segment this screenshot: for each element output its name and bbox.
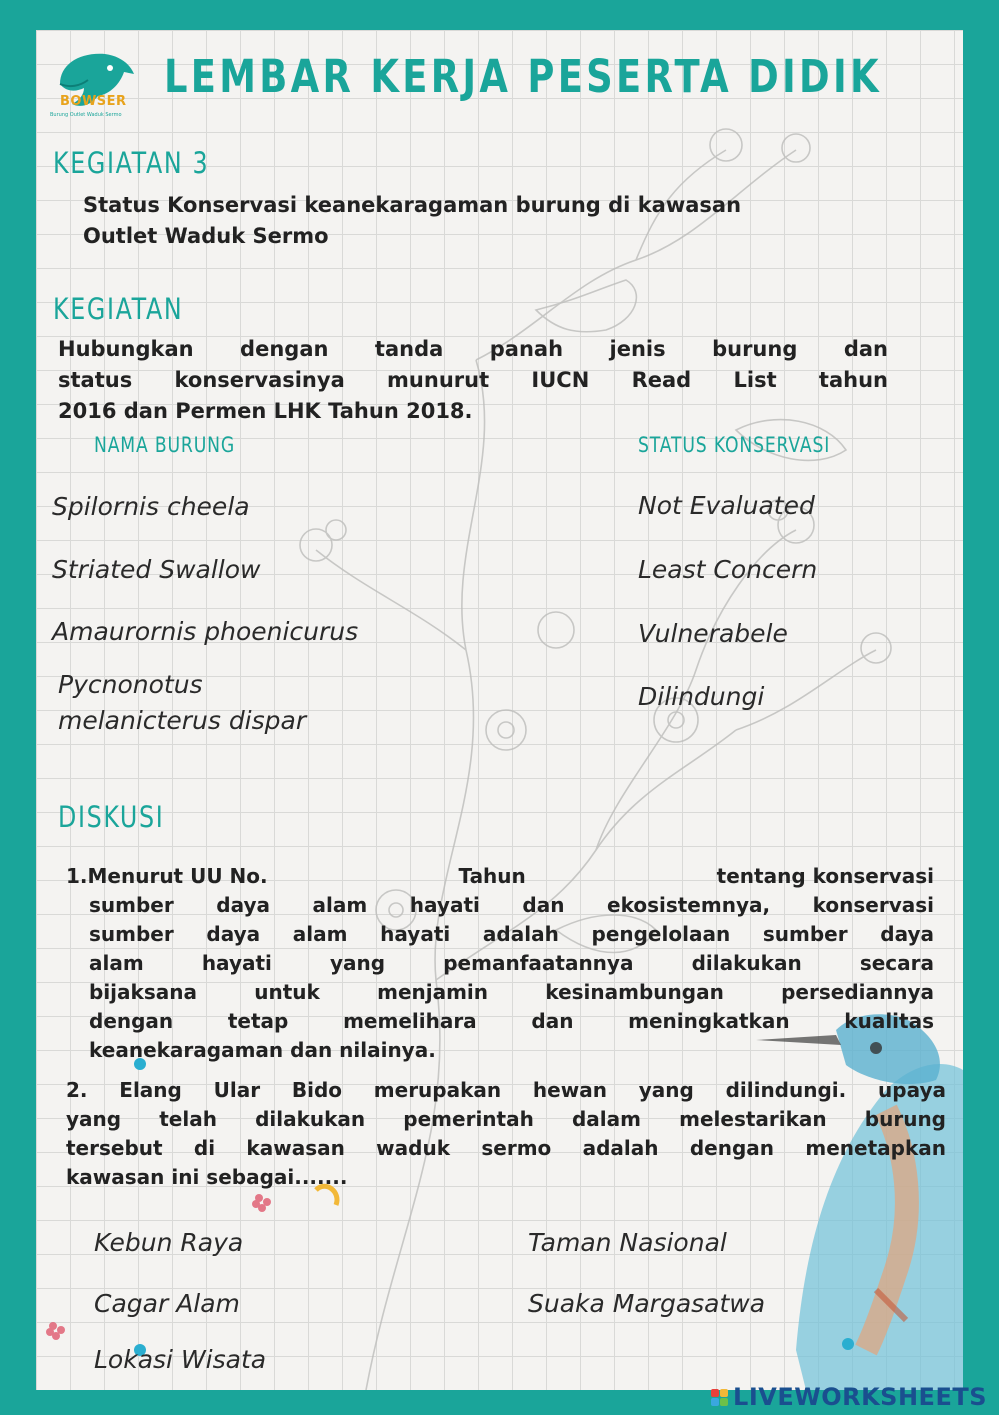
nama-burung-heading: NAMA BURUNG [94,433,236,457]
status-item[interactable]: Dilindungi [638,682,765,711]
kegiatan3-desc-line: Status Konservasi keanekaragaman burung di kawasan [83,193,742,217]
status-konservasi-heading: STATUS KONSERVASI [638,433,831,457]
status-item[interactable]: Least Concern [638,555,818,584]
bird-name-item[interactable]: Spilornis cheela [52,492,250,521]
kegiatan-instruction [58,334,888,427]
question-2-line: yang telah dilakukan pemerintah dalam melestarikan burung [66,1107,946,1131]
bird-name-line: Pycnonotus [58,670,203,699]
bird-name-line: melanicterus dispar [58,706,307,735]
bird-name-item[interactable]: Amaurornis phoenicurus [52,617,359,646]
option-cagar-alam[interactable]: Cagar Alam [94,1289,240,1318]
diskusi-heading: DISKUSI [58,800,165,834]
question-1-line: keanekaragaman dan nilainya. [89,1038,436,1062]
question-1-line: dengan tetap memelihara dan meningkatkan kualitas [89,1009,934,1033]
question-2-line: 2. Elang Ular Bido merupakan hewan yang dilindungi. upaya [66,1078,946,1102]
logo [50,44,150,128]
logo-tagline: Burung Outlet Waduk Sermo [50,112,122,118]
kingfisher-illustration [756,1014,963,1390]
question-1-line: alam hayati yang pemanfaatannya dilakukan secara [89,951,934,975]
bird-name-item[interactable]: Striated Swallow [52,555,261,584]
option-suaka-margasatwa[interactable]: Suaka Margasatwa [528,1289,766,1318]
instruction-line: status konservasinya munurut IUCN Read List tahun [58,368,888,392]
question-1-line: sumber daya alam hayati dan ekosistemnya, konservasi [89,893,934,917]
question-1-line: bijaksana untuk menjamin kesinambungan persediannya [89,980,934,1004]
option-lokasi-wisata[interactable]: Lokasi Wisata [94,1345,267,1374]
logo-name: BOWSER [60,94,127,109]
worksheet [36,30,963,1390]
liveworksheets-badge-icon [711,1389,728,1406]
option-taman-nasional[interactable]: Taman Nasional [528,1228,727,1257]
question-number: 1. [66,864,88,888]
question-1-first-line [66,862,934,891]
status-item[interactable]: Not Evaluated [638,491,815,520]
instruction-line: 2016 dan Permen LHK Tahun 2018. [58,399,473,423]
option-kebun-raya[interactable]: Kebun Raya [94,1228,244,1257]
question-2-line: kawasan ini sebagai....... [66,1165,348,1189]
kegiatan-heading: KEGIATAN [53,292,184,326]
kegiatan3-heading: KEGIATAN 3 [53,146,210,180]
question-1-part-a: Menurut UU No. [87,864,268,888]
page-title: LEMBAR KERJA PESERTA DIDIK [164,50,882,103]
question-2 [66,1076,946,1192]
question-1 [66,862,934,1065]
liveworksheets-logo[interactable] [711,1383,987,1411]
question-1-line: sumber daya alam hayati adalah pengelolaan sumber daya [89,922,934,946]
instruction-line: Hubungkan dengan tanda panah jenis burung dan [58,337,888,361]
question-2-line: tersebut di kawasan waduk sermo adalah dengan menetapkan [66,1136,946,1160]
kegiatan3-description [83,190,923,252]
kegiatan3-desc-line: Outlet Waduk Sermo [83,224,329,248]
question-1-part-c: tentang konservasi [716,864,934,888]
status-item[interactable]: Vulnerabele [638,619,788,648]
question-1-part-b: Tahun [458,864,526,888]
bird-name-item[interactable] [58,667,306,739]
liveworksheets-brand-text: LIVEWORKSHEETS [733,1383,987,1411]
